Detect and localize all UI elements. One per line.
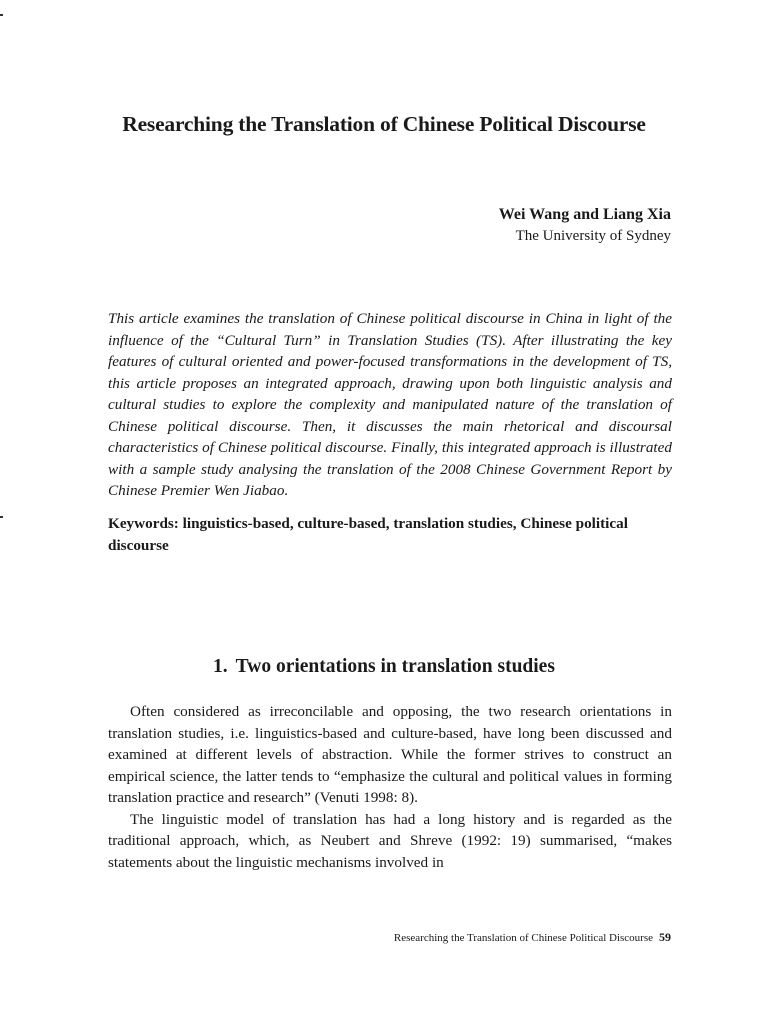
page-number: 59 (659, 930, 671, 944)
section-title: Two orientations in translation studies (235, 656, 555, 677)
paragraph: The linguistic model of translation has had a long history and is regarded as the traditional approach, which, as Neubert and Shreve (1992: 19) summarised, “makes statements about the linguistic mechanisms involved in (108, 810, 672, 871)
section-number: 1. (213, 656, 228, 677)
author-affiliation: The University of Sydney (515, 228, 671, 244)
author-block (499, 204, 671, 246)
paper-title: Researching the Translation of Chinese Political Discourse (122, 112, 646, 136)
page-footer (394, 930, 671, 945)
keywords: Keywords: linguistics-based, culture-based, translation studies, Chinese political discourse (108, 515, 628, 554)
paragraph: Often considered as irreconcilable and opposing, the two research orientations in translation studies, i.e. linguistics-based and culture-based, have long been discussed and examined at different levels of abstraction. While the former strives to construct an empirical science, the latter tends to “emphasize the cultural and political values in forming translation practice and research” (Venuti 1998: 8). (108, 703, 672, 806)
author-names: Wei Wang and Liang Xia (498, 206, 671, 223)
section-heading (60, 656, 708, 678)
edge-mark (0, 14, 3, 16)
running-title: Researching the Translation of Chinese Political Discourse (393, 932, 653, 944)
section-body (108, 701, 672, 873)
abstract: This article examines the translation of Chinese political discourse in China in light of the influence of the “Cultural Turn” in Translation Studies (TS). After illustrating the key features of cultural oriented and power-focused transformations in the development of TS, this article proposes an integrated approach, drawing upon both linguistic analysis and cultural studies to explore the complexity and manipulated nature of the translation of Chinese political discourse. Then, it discusses the main rhetorical and discoursal characteristics of Chinese political discourse. Finally, this integrated approach is illustrated with a sample study analysing the translation of the 2008 Chinese Government Report by Chinese Premier Wen Jiabao. (108, 310, 672, 499)
edge-mark (0, 516, 3, 518)
